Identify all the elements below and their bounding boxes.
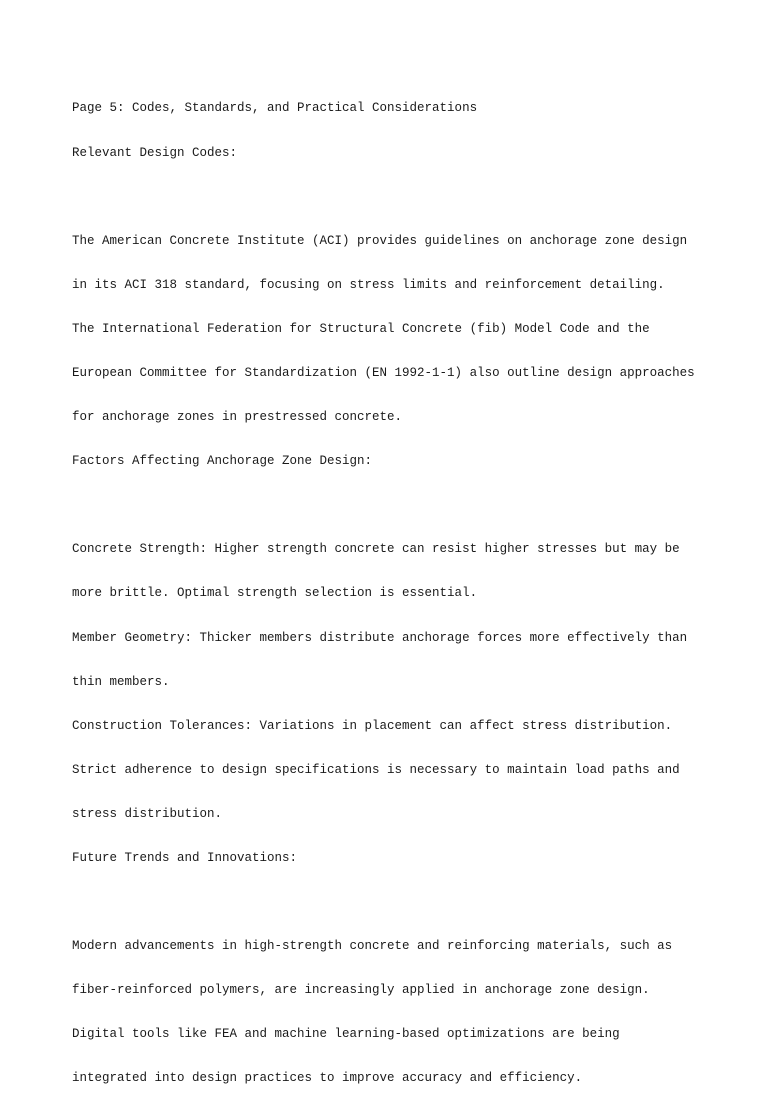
paragraph-line: integrated into design practices to improve accuracy and efficiency. [72, 1071, 583, 1086]
paragraph-line: The American Concrete Institute (ACI) provides guidelines on anchorage zone design [72, 233, 688, 248]
paragraph-line: Concrete Strength: Higher strength concrete can resist higher stresses but may be [72, 542, 680, 557]
paragraph-line: thin members. [72, 674, 170, 689]
paragraph-line: in its ACI 318 standard, focusing on stress limits and reinforcement detailing. [72, 277, 665, 292]
page-heading: Page 5: Codes, Standards, and Practical Considerations [72, 101, 478, 116]
section-title-factors: Factors Affecting Anchorage Zone Design: [72, 454, 373, 469]
paragraph-line: more brittle. Optimal strength selection is essential. [72, 586, 478, 601]
paragraph-line: Member Geometry: Thicker members distribute anchorage forces more effectively than [72, 630, 688, 645]
blank-line [72, 498, 712, 513]
document-page [72, 72, 712, 1101]
paragraph-line: European Committee for Standardization (EN 1992-1-1) also outline design approaches [72, 365, 695, 380]
section-title-future-trends: Future Trends and Innovations: [72, 851, 298, 865]
paragraph-line: The International Federation for Structural Concrete (fib) Model Code and the [72, 321, 650, 336]
paragraph-line: Strict adherence to design specifications is necessary to maintain load paths and [72, 762, 680, 777]
paragraph-line: stress distribution. [72, 806, 223, 821]
section-title-design-codes: Relevant Design Codes: [72, 145, 238, 160]
blank-line [72, 190, 712, 205]
paragraph-line: for anchorage zones in prestressed concrete. [72, 410, 403, 425]
paragraph-line: Digital tools like FEA and machine learning-based optimizations are being [72, 1027, 620, 1042]
paragraph-line: fiber-reinforced polymers, are increasingly applied in anchorage zone design. [72, 983, 650, 998]
paragraph-line: Modern advancements in high-strength concrete and reinforcing materials, such as [72, 939, 673, 954]
paragraph-line: Construction Tolerances: Variations in placement can affect stress distribution. [72, 718, 673, 733]
blank-line [72, 895, 712, 910]
